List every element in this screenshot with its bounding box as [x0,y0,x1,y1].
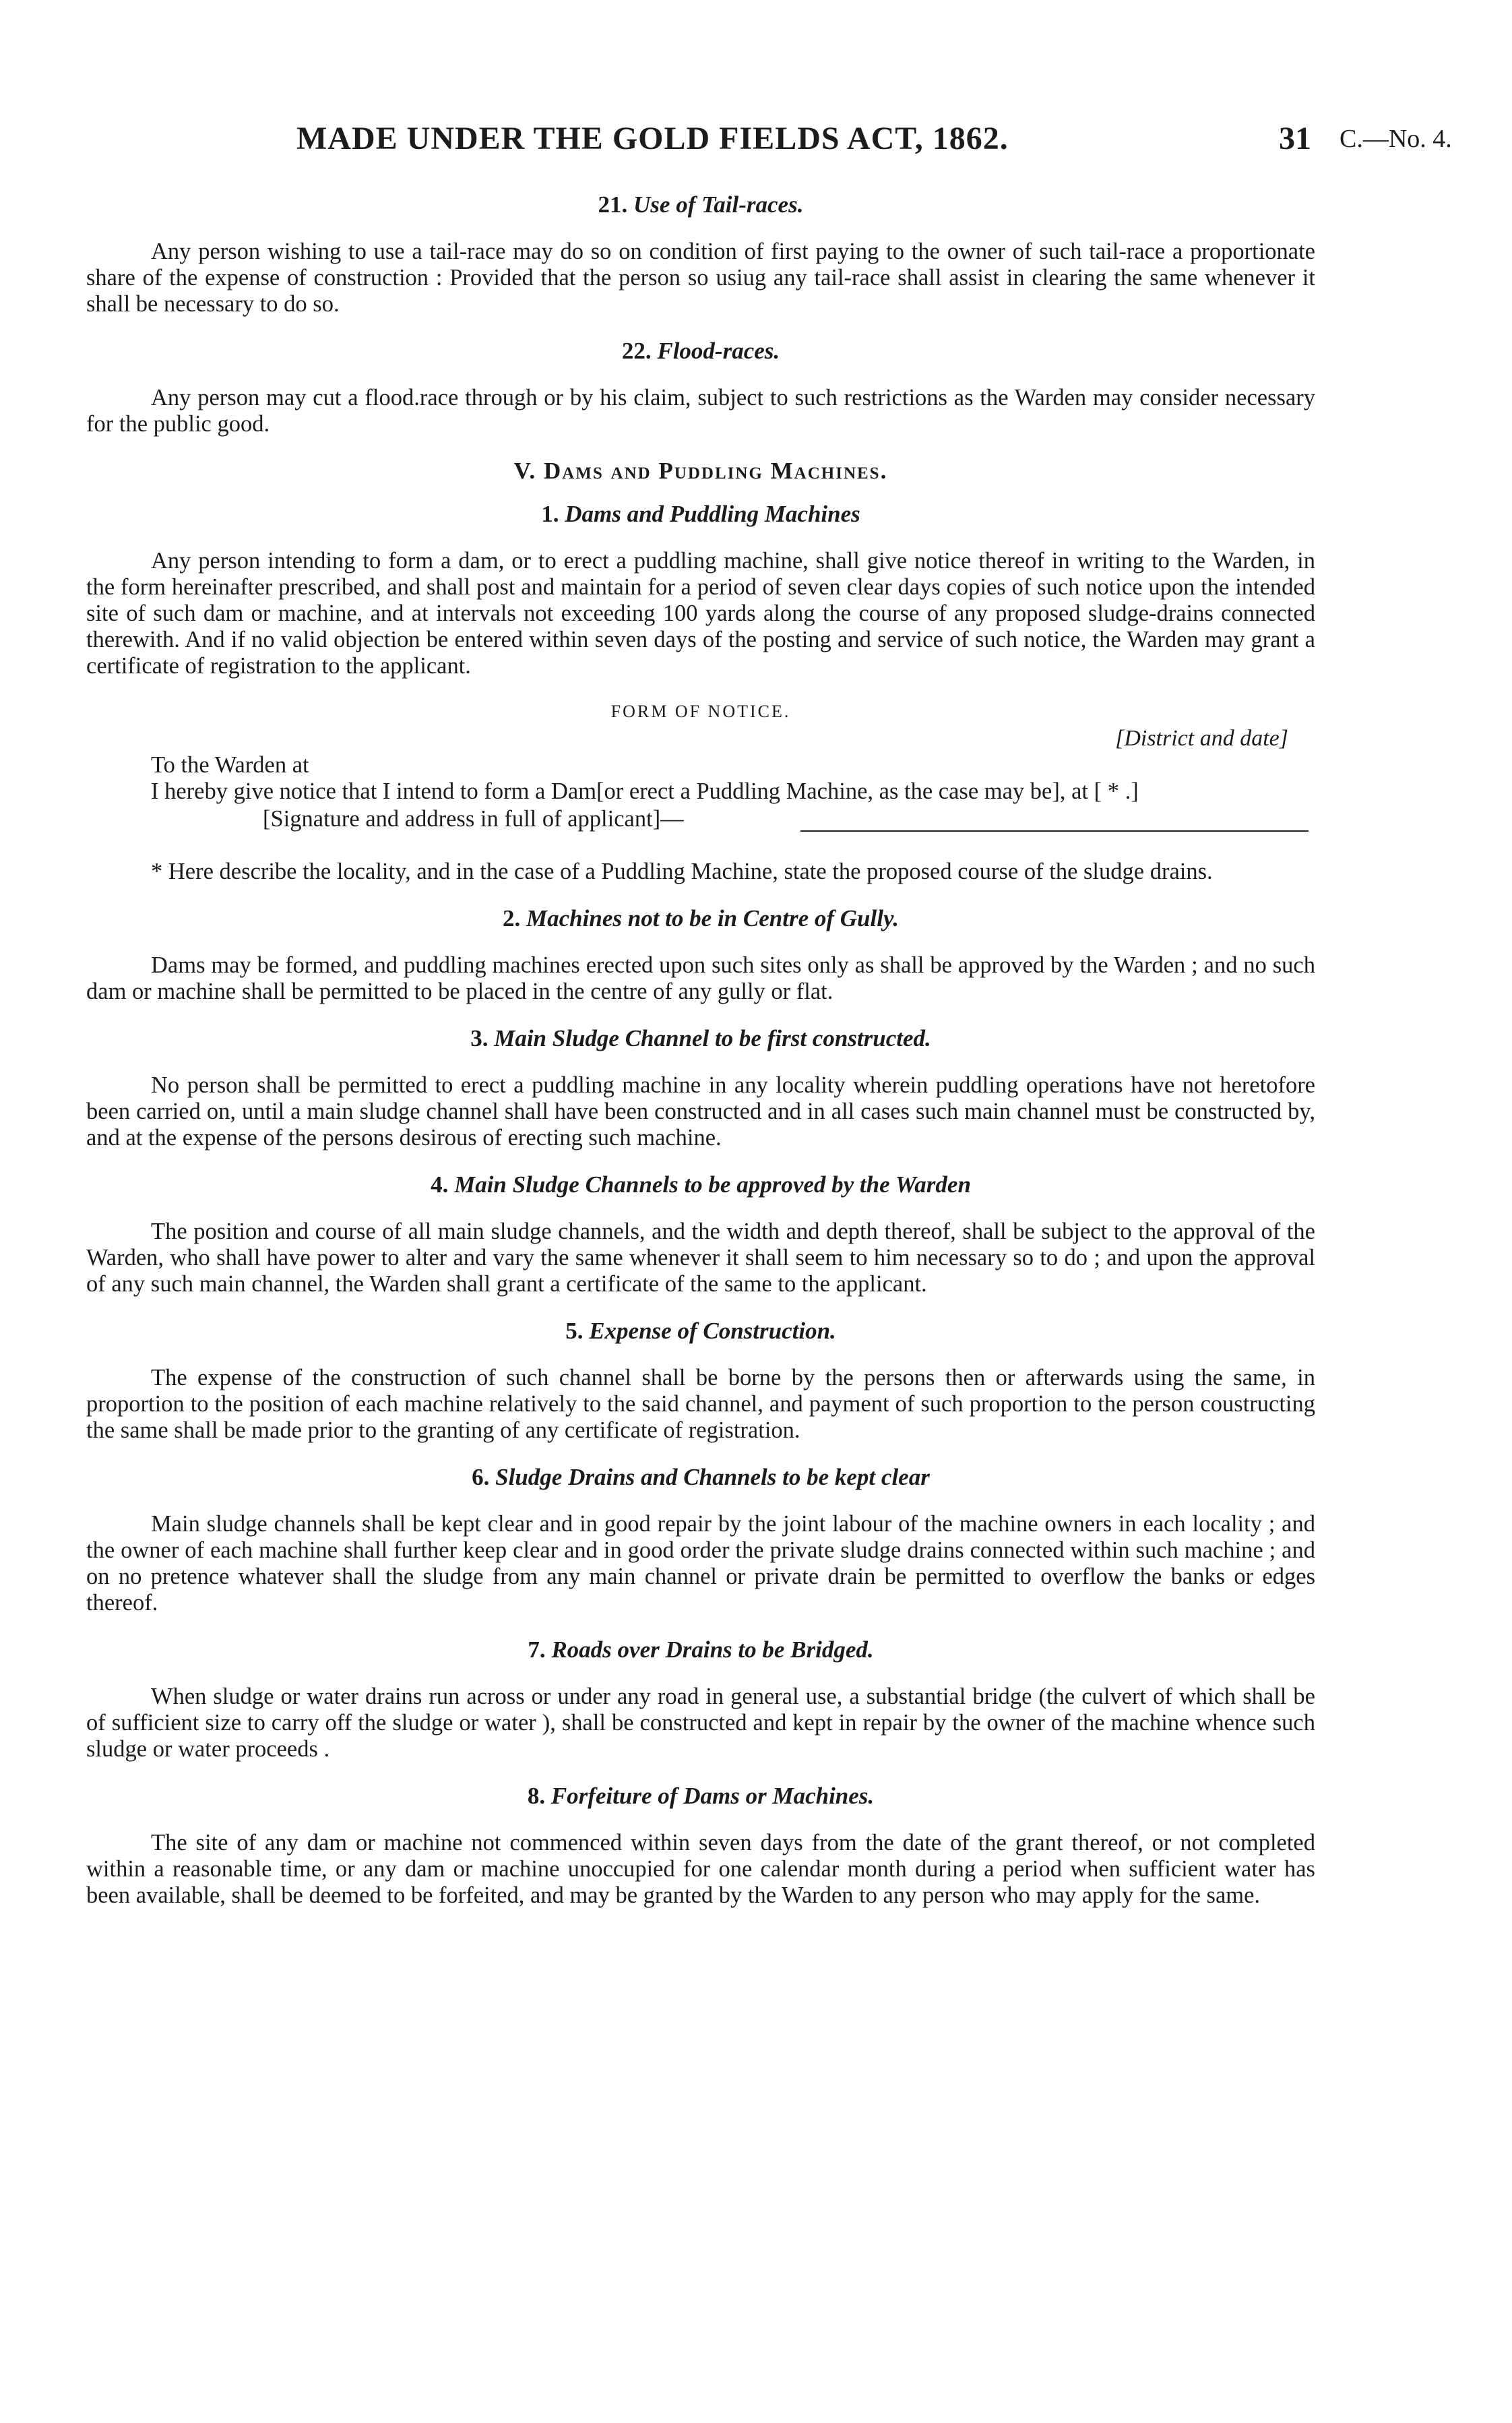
form-title: FORM OF NOTICE. [610,702,791,721]
form-addressee: To the Warden at [151,752,309,778]
section-heading: V. Dams and Puddling Machines. [513,458,888,484]
heading-channels-approved: 4. Main Sludge Channels to be approved by the Warden [431,1171,971,1198]
form-body: I hereby give notice that I intend to form a Dam[or erect a Puddling Machine, as the case may be], at [ * .] [151,778,1139,804]
heading-roads-bridged: 7. Roads over Drains to be Bridged. [528,1636,874,1663]
paragraph-main-sludge-channel-first: No person shall be permitted to erect a puddling machine in any locality wherein puddling operations have not heretofore been carried on, until a main sludge channel shall have been constructed and in all cases such main channel must be constructed by, and at the expense of the persons desirous of erecting such machine. [86,1072,1315,1151]
heading-use-of-tail-races: 21. Use of Tail-races. [598,191,804,218]
paragraph-roads-bridged: When sludge or water drains run across or under any road in general use, a substantial bridge (the culvert of which shall be of sufficient size to carry off the sludge or water ), shall be constructed and kept in repair by the owner of the machine whence such sludge or water proceeds . [86,1684,1315,1762]
heading-machines-not-in-centre: 2. Machines not to be in Centre of Gully. [503,905,899,931]
heading-expense-of-construction: 5. Expense of Construction. [565,1318,836,1344]
paragraph-flood-races: Any person may cut a flood.race through or by his claim, subject to such restrictions as the Warden may consider necessary for the public good. [86,385,1315,437]
paragraph-tail-races: Any person wishing to use a tail-race may do so on condition of first paying to the owner of such tail-race a proportionate share of the expense of construction : Provided that the person so usiug any tail-race shall assist in clearing the same whenever it shall be necessary to do so. [86,239,1315,317]
form-signature-row [86,805,1315,834]
paragraph-dams: Any person intending to form a dam, or to erect a puddling machine, shall give notice thereof in writing to the Warden, in the form hereinafter prescribed, and shall post and maintain for a period of seven clear days copies of such notice upon the intended site of such dam or machine, and at intervals not exceeding 100 yards along the course of any proposed sludge-drains connected therewith. And if no valid objection be entered within seven days of the posting and service of such notice, the Warden may grant a certificate of registration to the applicant. [86,548,1315,679]
paragraph-forfeiture: The site of any dam or machine not commenced within seven days from the date of the grant thereof, or not completed within a reasonable time, or any dam or machine unoccupied for one calendar month during a period when sufficient water has been available, shall be deemed to be forfeited, and may be granted by the Warden to any person who may apply for the same. [86,1830,1315,1908]
page-body [86,190,1315,1909]
paragraph-channels-approved: The position and course of all main sludge channels, and the width and depth thereof, shall be subject to the approval of the Warden, who shall have power to alter and vary the same whenever it shall seem to him necessary so to do ; and upon the approval of any such main channel, the Warden shall grant a certificate of the same to the applicant. [86,1219,1315,1297]
paragraph-machines-not-in-centre: Dams may be formed, and puddling machines erected upon such sites only as shall be approved by the Warden ; and no such dam or machine shall be permitted to be placed in the centre of any gully or flat. [86,952,1315,1004]
form-of-notice [86,698,1315,885]
heading-dams-and-puddling-machines: 1. Dams and Puddling Machines [541,501,860,527]
heading-forfeiture: 8. Forfeiture of Dams or Machines. [527,1783,875,1809]
form-footnote: * Here describe the locality, and in the case of a Puddling Machine, state the proposed course of the sludge drains. [151,859,1213,884]
heading-flood-races: 22. Flood-races. [621,338,780,364]
signature-line [800,830,1309,832]
paragraph-drains-kept-clear: Main sludge channels shall be kept clear and in good repair by the joint labour of the machine owners in each locality ; and the owner of each machine shall further keep clear and in good order the private sludge drains connected within such machine ; and on no pretence whatever shall the sludge from any main channel or private drain be permitted to overflow the banks or edges thereof. [86,1511,1315,1616]
document-reference: C.—No. 4. [1340,125,1452,153]
paragraph-expense-of-construction: The expense of the construction of such channel shall be borne by the persons then or afterwards using the same, in proportion to the position of each machine relatively to the said channel, and payment of such proportion to the person coustructing the same shall be made prior to the granting of any certificate of registration. [86,1365,1315,1443]
page-number: 31 [1279,121,1311,156]
form-signature: [Signature and address in full of applicant]— [263,806,684,832]
running-title: MADE UNDER THE GOLD FIELDS ACT, 1862. [296,121,1009,156]
page-header [0,120,1512,167]
form-date-placeholder: [District and date] [1115,726,1288,751]
heading-drains-kept-clear: 6. Sludge Drains and Channels to be kept clear [472,1464,930,1490]
heading-main-sludge-channel-first: 3. Main Sludge Channel to be first constructed. [470,1025,931,1051]
